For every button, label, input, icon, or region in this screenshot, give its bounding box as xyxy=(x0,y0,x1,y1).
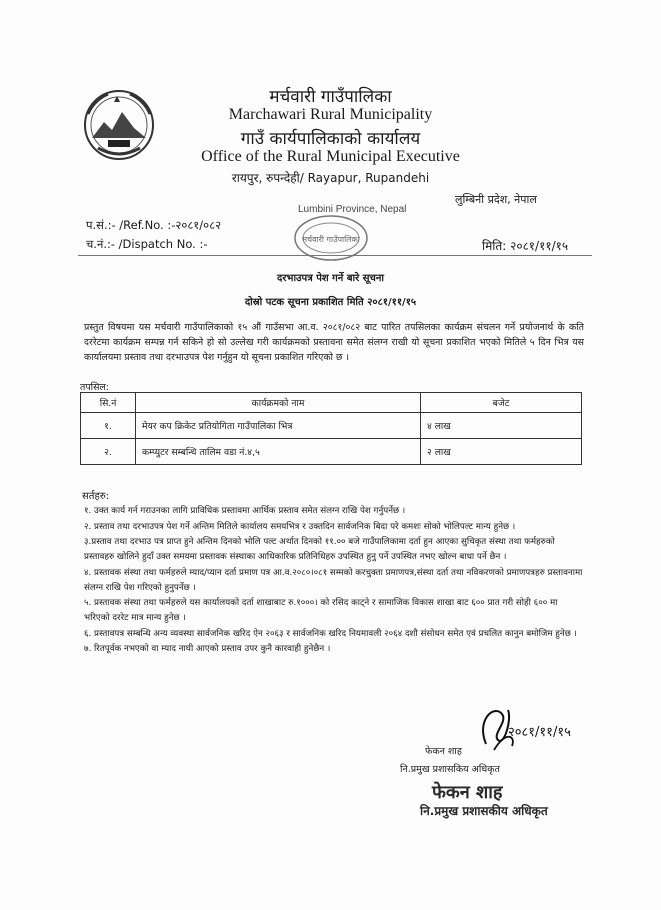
condition-item: ६. प्रस्तावपत्र सम्बन्धि अन्य व्यवस्था सार्वजनिक खरिद ऐन २०६३ र सार्वजनिक खरिद नियमावली २०६४ दशौ संसोधन समेत एवं प्रचलित कानुन बमोजिम हुनेछ । xyxy=(84,628,577,639)
col-header-sn: सि.नं xyxy=(81,393,136,413)
condition-item: ७. रितपूर्वक नभएको वा म्याद नाघी आएको प्रस्ताव उपर कुनै कारवाही हुनेछैन । xyxy=(84,644,331,655)
cell-budget: २ लाख xyxy=(421,439,582,465)
office-stamp xyxy=(292,212,370,264)
office-name-en: Office of the Rural Municipal Executive xyxy=(201,148,460,165)
condition-item: ४. प्रस्तावक संस्था तथा फर्महरुले म्याद/प्यान दर्ता प्रमाण पत्र आ.व.२०८०।०८१ सम्मको करचुक्ता प्रमाणपत्र,संस्था दर्ता तथा नविकरणको प्रमाणपत्रहरु प्रस्तावनामा संलग्न राखि पेश गरिएको हुनुपर्नेछ । xyxy=(84,567,583,593)
office-name-np: गाउँ कार्यपालिकाको कार्यालय xyxy=(240,129,421,149)
notice-title: दरभाउपत्र पेश गर्ने बारे सूचना xyxy=(277,273,384,284)
tapasil-label: तपसिल: xyxy=(80,382,109,393)
notice-date: मिति: २०८१/११/१५ xyxy=(482,239,569,253)
municipality-name-np: मर्चवारी गाउँपालिका xyxy=(269,87,392,107)
cell-sn: १. xyxy=(81,413,136,439)
municipality-name-en: Marchawari Rural Municipality xyxy=(228,106,433,123)
notice-subtitle: दोस्रो पटक सूचना प्रकाशित मिति २०८१/११/१५ xyxy=(244,297,417,308)
table-row xyxy=(81,413,582,439)
province-en: Lumbini Province, Nepal xyxy=(298,204,407,215)
cell-program-name: कम्प्युटर सम्बन्धि तालिम वडा नं.४,५ xyxy=(136,439,421,465)
officer-name-stamp: फेकन शाह xyxy=(432,782,503,803)
col-header-name: कार्यक्रमको नाम xyxy=(136,393,421,413)
condition-item: ५. प्रस्तावक संस्था तथा फर्महरुले यस कार्यालयको दर्ता शाखाबाट रु.१०००। को रसिद काट्ने र सामाजिक विकास शाखा बाट ६०० प्रात गरी सोही ६०० मा भरिएको दररेट मात्र मान्य हुनेछ । xyxy=(84,598,558,623)
table-header-row xyxy=(81,393,582,413)
province-np: लुम्बिनी प्रदेश, नेपाल xyxy=(455,193,537,206)
condition-item: ३.प्रस्ताव तथा दरभाउ पत्र प्राप्त हुने अन्तिम दिनको भोलि पल्ट अर्थात दिनको ११.०० बजे गाउँपालिकामा दर्ता हुन आएका सुचिकृत संस्था तथा फर्महरुको प्रस्तावहरु खोलिने हुदाँ उक्त समयमा प्रस्तावक संस्थाका आधिकारिक प्रतिनिधिहरु उपस्थित हुनु पर्ने उपस्थित नभए खोल्न बाधा पर्ने छैन । xyxy=(84,537,555,563)
cell-program-name: मेयर कप क्रिकेट प्रतियोगिता गाउँपालिका भित्र xyxy=(136,413,421,439)
col-header-budget: बजेट xyxy=(421,393,582,413)
officer-position-stamp: नि.प्रमुख प्रशासकीय अधिकृत xyxy=(420,804,548,818)
handwritten-signature xyxy=(446,700,576,758)
cell-sn: २. xyxy=(81,439,136,465)
reference-number: प.सं.:- /Ref.No. :-२०८१/०८२ xyxy=(86,218,222,232)
signatory-position: नि.प्रमुख प्रशासकिय अधिकृत xyxy=(400,764,500,775)
signatory-name: फेकन शाह xyxy=(425,746,462,757)
notice-body: प्रस्तुत विषयमा यस मर्चवारी गाउँपालिकाको १५ औं गाउँसभा आ.व. २०८१/०८२ बाट पारित तपसिलका कार्यक्रम संचलन गर्ने प्रयोजनार्थ के कति दररेटमा कार्यक्रम सम्पन्न गर्न सकिने हो सो उल्लेख गरी कार्यक्रमको प्रस्तावना समेत संलग्न राखी यो सूचना प्रकाशित भएको मितिले ५ दिन भित्र यस कार्यालयमा प्रस्ताव तथा दरभाउपत्र पेश गर्नुहुन यो सूचना प्रकाशित गरिएको छ । xyxy=(84,322,584,363)
conditions-list xyxy=(84,504,584,658)
condition-item: १. उक्त कार्य गर्न गराउनका लागि प्राविधिक प्रस्तावमा आर्थिक प्रस्ताव समेत संलग्न राखि पेश गर्नुपर्नेछ । xyxy=(84,506,406,516)
table-row xyxy=(81,439,582,465)
address: रायपुर, रुपन्देही/ Rayapur, Rupandehi xyxy=(231,171,430,185)
condition-item: २. प्रस्ताव तथा दरभाउपत्र पेश गर्ने अन्तिम मितिले कार्यालय समयभित्र र उक्तदिन सार्वजनिक बिदा परे कमशः सोको भोलिपल्ट मान्य हुनेछ । xyxy=(84,521,516,532)
dispatch-number: च.नं.:- /Dispatch No. :- xyxy=(86,237,208,251)
stamp-text: मर्चवारी गाउँपालिका xyxy=(302,235,360,244)
cell-budget: ४ लाख xyxy=(421,413,582,439)
divider xyxy=(78,255,592,256)
conditions-heading: सर्तहरु: xyxy=(82,491,110,502)
signature-date: २०८१/११/१५ xyxy=(508,725,571,740)
program-table xyxy=(80,392,582,465)
